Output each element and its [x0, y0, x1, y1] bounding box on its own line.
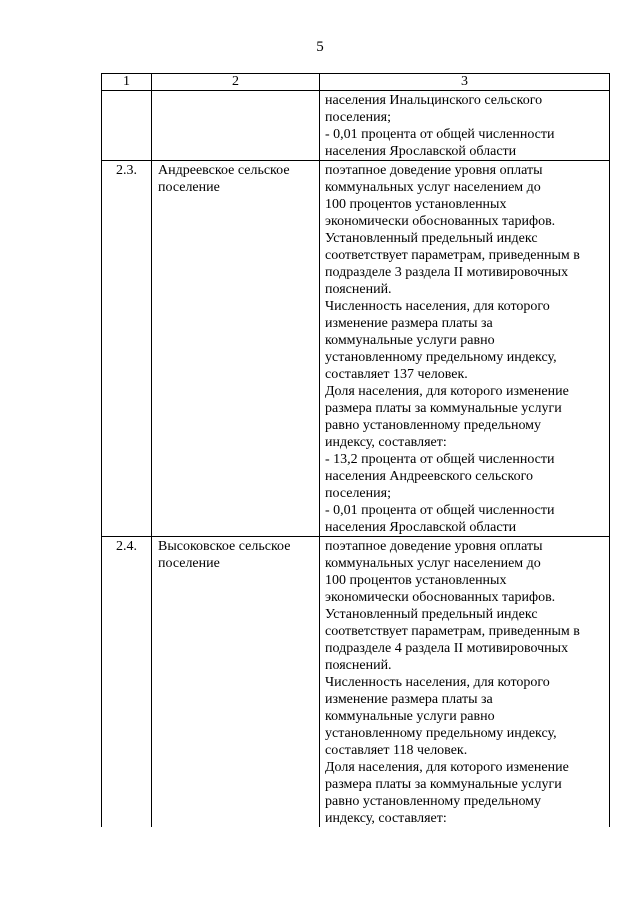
description-line: изменение размера платы за — [325, 316, 493, 331]
description-line: составляет 118 человек. — [325, 743, 468, 758]
description-line: населения Андреевского сельского — [325, 469, 533, 484]
description-line: - 13,2 процента от общей численности — [325, 452, 555, 467]
description-cell — [320, 161, 610, 537]
row-number-cell: 2.4. — [102, 537, 152, 828]
description-line: населения Ярославской области — [325, 144, 517, 159]
description-line: Установленный предельный индекс — [325, 607, 538, 622]
description-line: пояснений. — [325, 658, 392, 673]
description-line: коммунальные услуги равно — [325, 709, 495, 724]
description-line: экономически обоснованных тарифов. — [325, 590, 556, 605]
description-line: Численность населения, для которого — [325, 299, 550, 314]
table-row — [102, 537, 610, 828]
table-row — [102, 91, 610, 161]
description-line: 100 процентов установленных — [325, 573, 507, 588]
settlement-name-line: Андреевское сельское — [158, 163, 290, 178]
description-line: коммунальных услуг населением до — [325, 180, 541, 195]
description-line: равно установленному предельному — [325, 418, 542, 433]
description-cell — [320, 91, 610, 161]
row-number-cell: 2.3. — [102, 161, 152, 537]
description-line: экономически обоснованных тарифов. — [325, 214, 556, 229]
column-header-1: 1 — [102, 74, 152, 91]
description-line: установленному предельному индексу, — [325, 726, 557, 741]
description-line: коммунальных услуг населением до — [325, 556, 541, 571]
description-line: поселения; — [325, 110, 391, 125]
description-line: индексу, составляет: — [325, 811, 447, 826]
description-line: поэтапное доведение уровня оплаты — [325, 163, 543, 178]
description-line: индексу, составляет: — [325, 435, 447, 450]
description-line: равно установленному предельному — [325, 794, 542, 809]
description-line: соответствует параметрам, приведенным в — [325, 624, 580, 639]
settlement-name-cell — [152, 91, 320, 161]
column-header-2: 2 — [152, 74, 320, 91]
description-line: размера платы за коммунальные услуги — [325, 777, 562, 792]
description-line: коммунальные услуги равно — [325, 333, 495, 348]
description-line: 100 процентов установленных — [325, 197, 507, 212]
description-line: составляет 137 человек. — [325, 367, 468, 382]
table-header-row — [102, 74, 610, 91]
row-number-cell — [102, 91, 152, 161]
description-line: Доля населения, для которого изменение — [325, 760, 569, 775]
description-line: размера платы за коммунальные услуги — [325, 401, 562, 416]
page-number: 5 — [316, 39, 324, 55]
description-line: поселения; — [325, 486, 391, 501]
description-line: подразделе 3 раздела II мотивировочных — [325, 265, 569, 280]
settlement-name-cell — [152, 537, 320, 828]
settlement-name-line: Высоковское сельское — [158, 539, 291, 554]
description-line: подразделе 4 раздела II мотивировочных — [325, 641, 569, 656]
description-line: соответствует параметрам, приведенным в — [325, 248, 580, 263]
description-cell — [320, 537, 610, 828]
description-line: пояснений. — [325, 282, 392, 297]
description-line: Доля населения, для которого изменение — [325, 384, 569, 399]
description-line: населения Ярославской области — [325, 520, 517, 535]
description-line: изменение размера платы за — [325, 692, 493, 707]
description-line: населения Инальцинского сельского — [325, 93, 543, 108]
settlement-name-line: поселение — [158, 556, 220, 571]
column-header-3: 3 — [320, 74, 610, 91]
description-line: Установленный предельный индекс — [325, 231, 538, 246]
settlement-name-cell — [152, 161, 320, 537]
description-line: - 0,01 процента от общей численности — [325, 127, 555, 142]
description-line: поэтапное доведение уровня оплаты — [325, 539, 543, 554]
table-row — [102, 161, 610, 537]
description-line: - 0,01 процента от общей численности — [325, 503, 555, 518]
description-line: установленному предельному индексу, — [325, 350, 557, 365]
settlement-name-line: поселение — [158, 180, 220, 195]
description-line: Численность населения, для которого — [325, 675, 550, 690]
data-table — [101, 73, 610, 827]
